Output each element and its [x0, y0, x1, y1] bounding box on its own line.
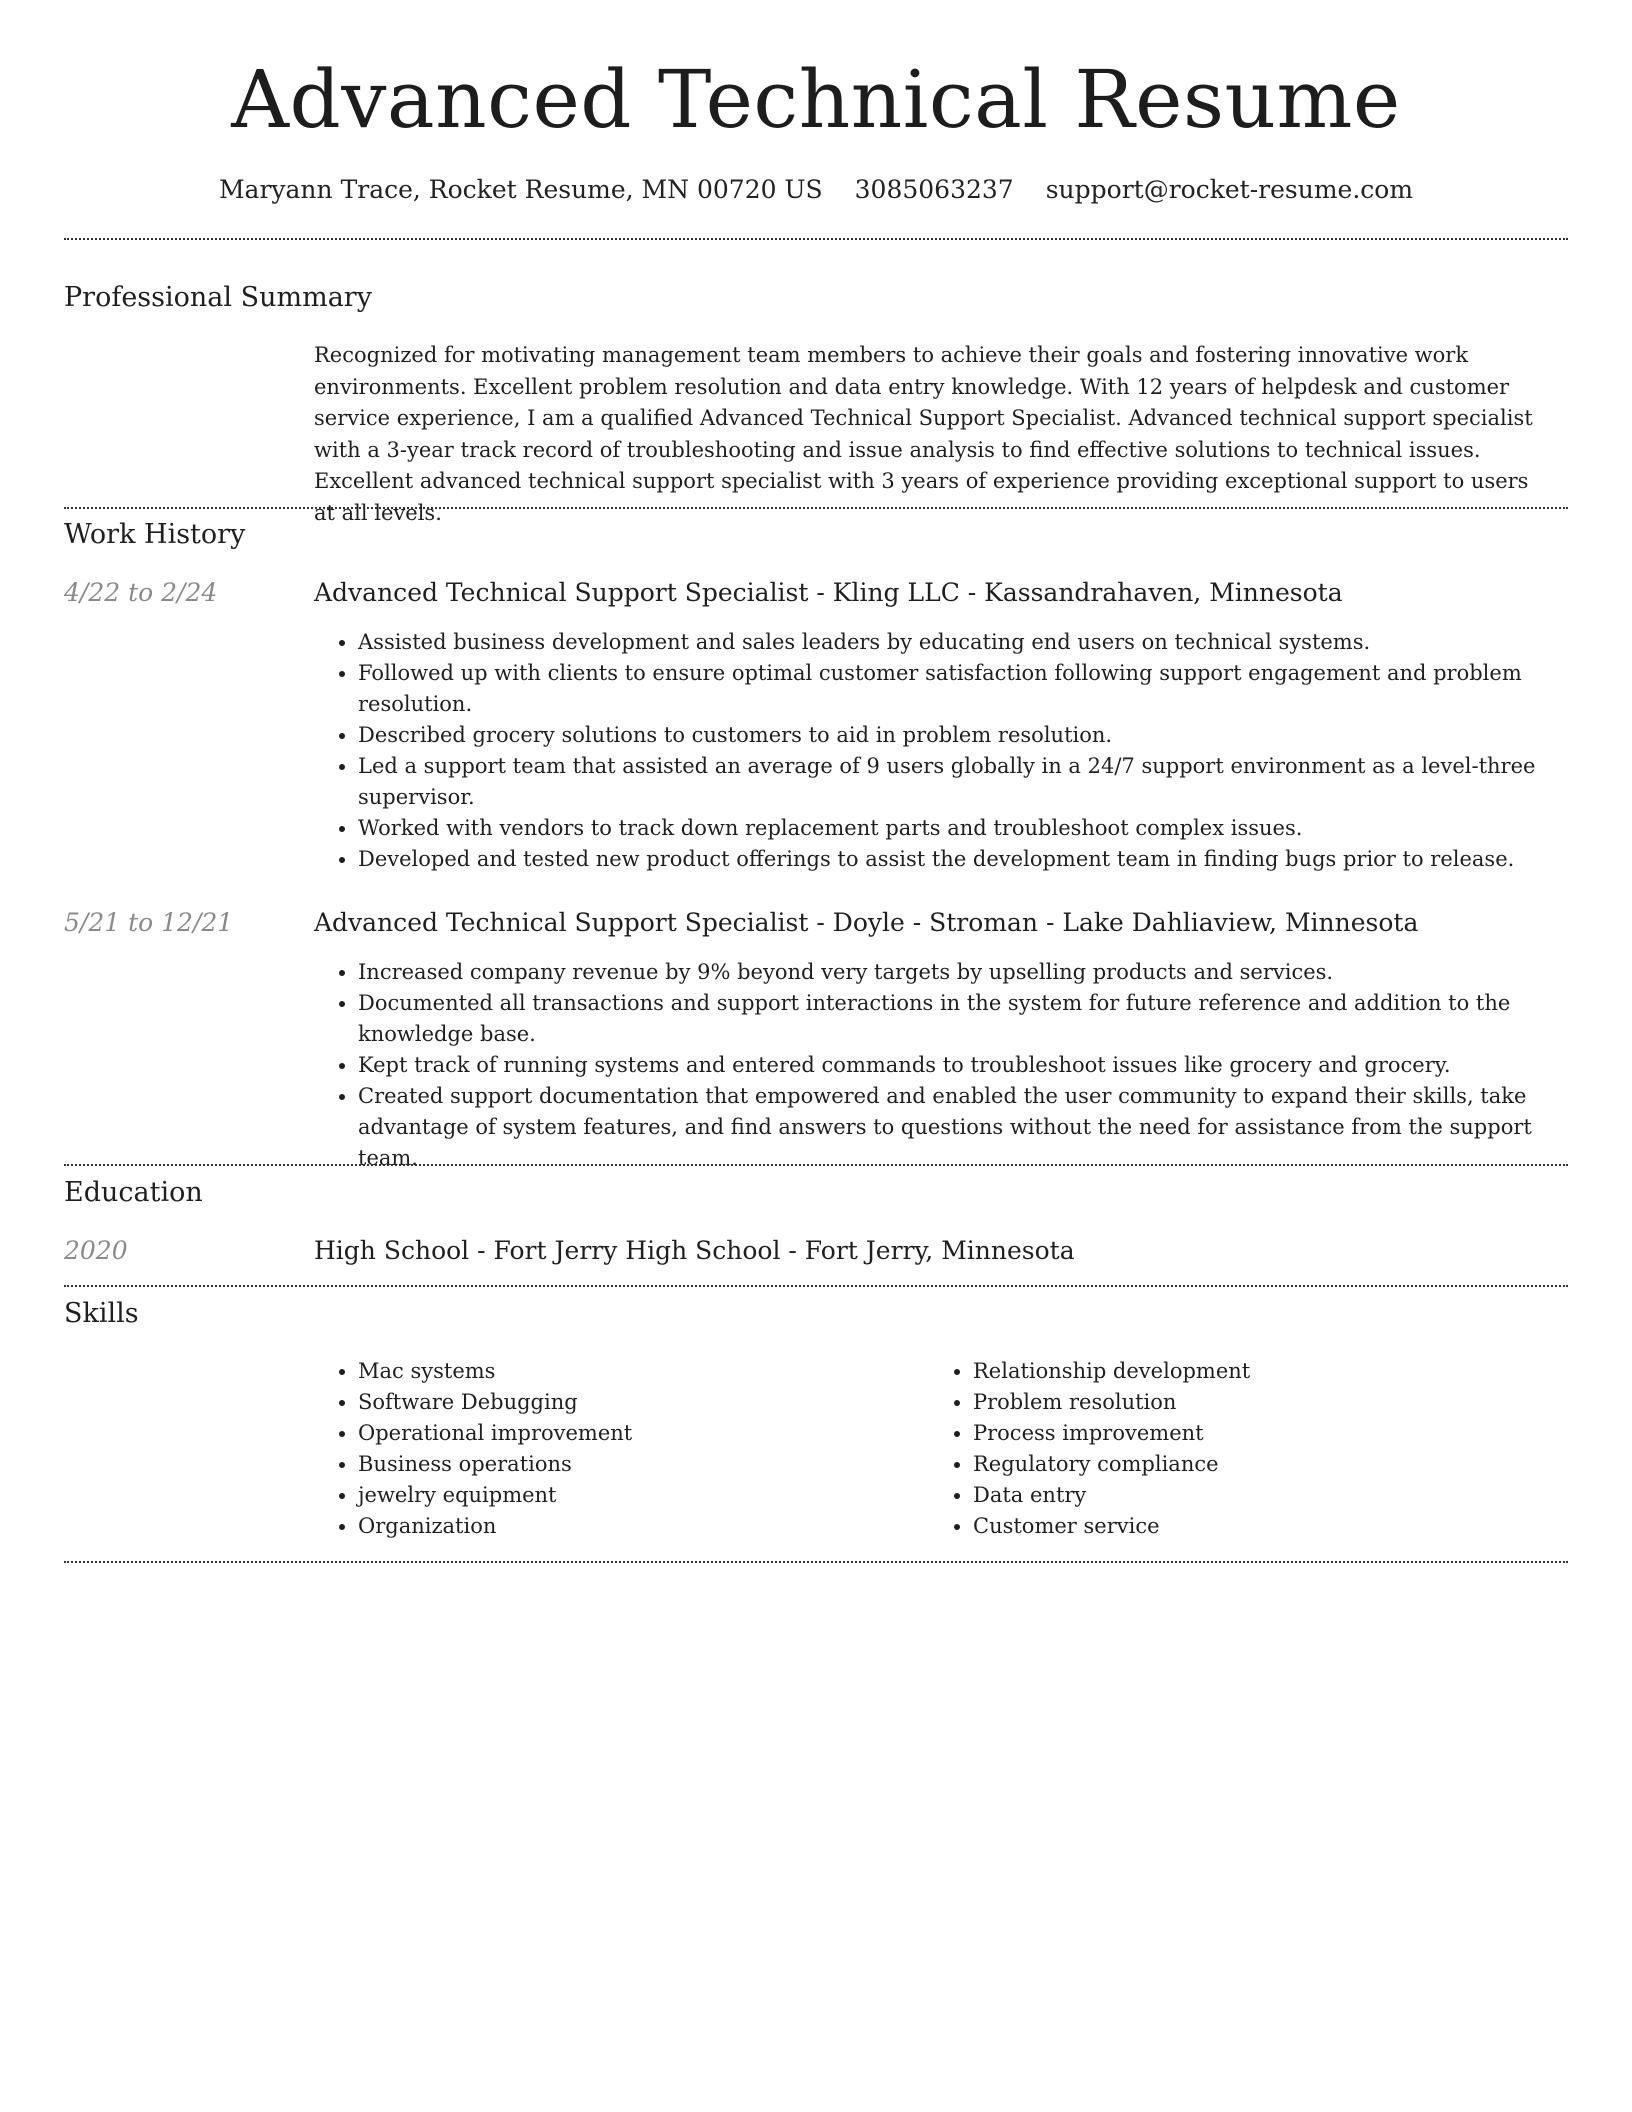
contact-email: support@rocket-resume.com	[1045, 175, 1414, 204]
job-role: Advanced Technical Support Specialist	[314, 908, 809, 937]
education-year: 2020	[64, 1236, 128, 1265]
summary-heading: Professional Summary	[64, 282, 372, 313]
education-heading: Education	[64, 1177, 203, 1208]
skill-item: • Customer service	[973, 1511, 1533, 1542]
skill-item: • Operational improvement	[358, 1418, 918, 1449]
job-title	[314, 576, 1554, 610]
education-entry	[314, 1234, 1554, 1268]
skill-item: • Software Debugging	[358, 1387, 918, 1418]
divider	[64, 1561, 1568, 1563]
divider	[64, 507, 1568, 509]
job-role: Advanced Technical Support Specialist	[314, 578, 809, 607]
job-bullet: • Worked with vendors to track down replacement parts and troubleshoot complex issues.	[358, 813, 1588, 844]
skill-item: • Data entry	[973, 1480, 1533, 1511]
job-bullet: • Kept track of running systems and entered commands to troubleshoot issues like grocery and grocery.	[358, 1050, 1588, 1081]
contact-address: Maryann Trace, Rocket Resume, MN 00720 US	[218, 175, 823, 204]
skills-heading: Skills	[64, 1298, 139, 1329]
education-school: - Fort Jerry High School - Fort Jerry, Minnesota	[469, 1236, 1075, 1265]
job-title	[314, 906, 1554, 940]
skills-list-right	[929, 1356, 1533, 1542]
skill-item: • Business operations	[358, 1449, 918, 1480]
job-bullet: • Created support documentation that empowered and enabled the user community to expand their skills, take advantage of system features, and find answers to questions without the need for assistance from the support team.	[358, 1081, 1588, 1174]
job-bullet: • Led a support team that assisted an average of 9 users globally in a 24/7 support environment as a level-three supervisor.	[358, 751, 1588, 813]
skill-item: • Organization	[358, 1511, 918, 1542]
job-bullets	[314, 627, 1588, 875]
job-employer: - Kling LLC - Kassandrahaven, Minnesota	[808, 578, 1343, 607]
divider	[64, 238, 1568, 240]
skill-item: • Relationship development	[973, 1356, 1533, 1387]
divider	[64, 1285, 1568, 1287]
skill-item: • Mac systems	[358, 1356, 918, 1387]
skill-item: • Regulatory compliance	[973, 1449, 1533, 1480]
resume-title: Advanced Technical Resume	[231, 53, 1401, 146]
education-degree: High School	[314, 1236, 470, 1265]
job-dates: 5/21 to 12/21	[64, 908, 234, 937]
job-bullet: • Described grocery solutions to customers to aid in problem resolution.	[358, 720, 1588, 751]
contact-phone: 3085063237	[854, 175, 1014, 204]
job-bullet: • Developed and tested new product offerings to assist the development team in finding bugs prior to release.	[358, 844, 1588, 875]
job-bullet: • Assisted business development and sales leaders by educating end users on technical systems.	[358, 627, 1588, 658]
job-dates: 4/22 to 2/24	[64, 578, 218, 607]
contact-line	[0, 170, 1632, 210]
work-history-heading: Work History	[64, 519, 246, 550]
job-bullet: • Increased company revenue by 9% beyond very targets by upselling products and services.	[358, 957, 1588, 988]
job-employer: - Doyle - Stroman - Lake Dahliaview, Minnesota	[808, 908, 1419, 937]
job-bullets	[314, 957, 1588, 1174]
skill-item: • jewelry equipment	[358, 1480, 918, 1511]
divider	[64, 1164, 1568, 1166]
skill-item: • Problem resolution	[973, 1387, 1533, 1418]
skills-list-left	[314, 1356, 918, 1542]
job-bullet: • Documented all transactions and support interactions in the system for future reference and addition to the knowledge base.	[358, 988, 1588, 1050]
summary-text: Recognized for motivating management team members to achieve their goals and fostering innovative work environments. Excellent problem resolution and data entry knowledge. With 12 years of helpdesk and customer service experience, I am a qualified Advanced Technical Support Specialist. Advanced technical support specialist with a 3-year track record of troubleshooting and issue analysis to find effective solutions to technical issues. Excellent advanced technical support specialist with 3 years of experience providing exceptional support to users at all levels.	[314, 343, 1533, 525]
job-bullet: • Followed up with clients to ensure optimal customer satisfaction following support engagement and problem resolution.	[358, 658, 1588, 720]
skill-item: • Process improvement	[973, 1418, 1533, 1449]
